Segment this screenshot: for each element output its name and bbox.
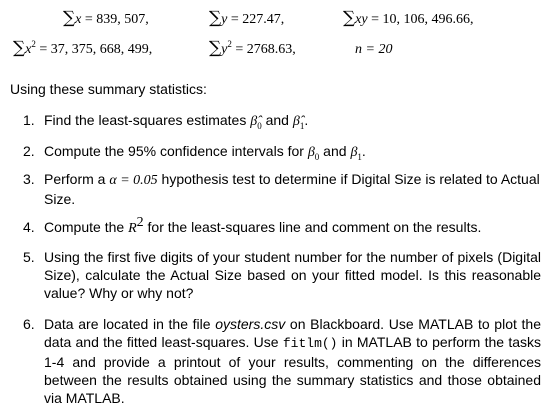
sum-x: ∑x = 839, 507, <box>63 8 149 28</box>
item-number: 5. <box>23 249 35 265</box>
item-text: Using the first five digits of your student number for the number of pixels (Digital Size), calculate the Actual Size based on your fitted model. Is this reasonable value? Why or why not? <box>44 249 541 301</box>
item-text: Compute the $R^2$ for the least-squares line and comment on the results. <box>44 215 482 236</box>
code-function: fitlm() <box>282 336 338 351</box>
sample-size: n = 20 <box>355 42 393 57</box>
intro-text: Using these summary statistics: <box>10 81 207 97</box>
item-text: Compute the 95% confidence intervals for $\beta_0$ and $\beta_1$. <box>44 143 366 162</box>
item-number: 4. <box>23 219 35 235</box>
list-item-1 <box>23 111 541 129</box>
item-text: Perform a α = 0.05 hypothesis test to determine if Digital Size is related to Actual Size. <box>44 171 540 207</box>
sum-y-squared: $\sum y^2 = 2768.63$, <box>209 38 296 58</box>
item-text: Data are located in the file oysters.csv on Blackboard. Use MATLAB to plot the data and the fitted least-squares. Use fitlm() in MATLAB to perform the tasks 1-4 and provide a printout of your results, commenting on the differences between the results obtained using the summary statistics and those obtained via MATLAB. <box>44 316 541 406</box>
item-number: 6. <box>23 316 35 332</box>
item-number: 2. <box>23 143 35 159</box>
list-item-6 <box>23 315 541 405</box>
item-number: 3. <box>23 171 35 187</box>
list-item-2 <box>23 142 541 160</box>
list-item-3 <box>23 170 541 206</box>
item-text: Find the least-squares estimates $\betâ_0$ and $\betâ_1$. <box>44 112 309 131</box>
item-number: 1. <box>23 112 35 128</box>
file-name: oysters.csv <box>215 316 286 332</box>
list-item-5 <box>23 248 541 302</box>
sum-xy: ∑xy = 10, 106, 496.66, <box>343 8 474 28</box>
list-item-4 <box>23 215 541 236</box>
sum-x-squared: $\sum x^2 = 37$, 375, 668, 499, <box>13 38 153 58</box>
sum-y: ∑y = 227.47, <box>209 8 285 28</box>
